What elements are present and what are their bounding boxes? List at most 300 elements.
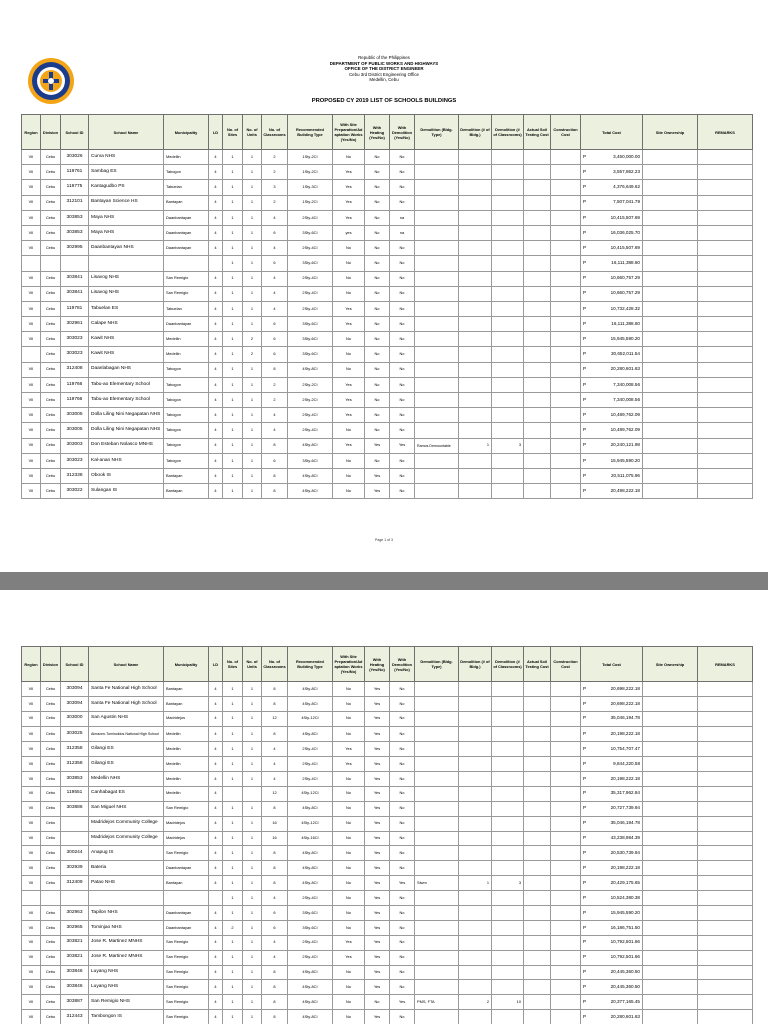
cell-demolition-type [415, 332, 459, 347]
cell-demolition: No [390, 726, 415, 742]
cell-division: Cebu [41, 861, 61, 876]
cell-site-ownership [643, 726, 698, 742]
cell-sites: 1 [223, 453, 243, 468]
column-header-total-cost: Total Cost [581, 115, 643, 150]
cell-soil-testing-cost [524, 210, 551, 225]
cell-sites: 1 [223, 165, 243, 180]
cell-soil-testing-cost [524, 423, 551, 438]
table-row [22, 408, 753, 423]
cell-construction-cost [551, 1010, 581, 1024]
cell-site-prep: No [333, 711, 365, 726]
cell-municipality: Medellin [164, 786, 209, 801]
cell-classrooms: 4 [262, 950, 288, 965]
cell-total-cost: P 10,415,507.69 [581, 241, 643, 256]
cell-demolition-classrooms [492, 831, 524, 846]
cell-building-type: 4Sty-12CI [288, 711, 333, 726]
cell-heating: Yes [365, 786, 390, 801]
cell-municipality: Daanbantayan [164, 861, 209, 876]
cell-construction-cost [551, 271, 581, 286]
cell-municipality: Tabuelan [164, 180, 209, 195]
cell-building-type: 3Sty-6CI [288, 347, 333, 362]
cell-demolition-bldg [459, 742, 492, 757]
column-header-region: Region [22, 115, 41, 150]
cell-heating: No [365, 286, 390, 301]
cell-school-name: San Agustin NHS [89, 711, 164, 726]
cell-remarks [698, 195, 753, 210]
cell-demolition: No [390, 1010, 415, 1024]
cell-units: 1 [243, 935, 262, 950]
cell-units: 1 [243, 876, 262, 891]
cell-municipality: San Remigio [164, 1010, 209, 1024]
cell-remarks [698, 682, 753, 697]
cell-demolition-classrooms [492, 180, 524, 195]
cell-school-name: Medellin NHS [89, 771, 164, 786]
cell-heating: Yes [365, 891, 390, 906]
cell-heating: Yes [365, 468, 390, 483]
cell-site-ownership [643, 210, 698, 225]
cell-remarks [698, 423, 753, 438]
cell-division [41, 256, 61, 271]
cell-school-name: Tabu-ao Elementary School [89, 377, 164, 392]
cell-region [22, 347, 41, 362]
cell-construction-cost [551, 347, 581, 362]
cell-total-cost: P 20,429,175.65 [581, 876, 643, 891]
table-row [22, 286, 753, 301]
cell-demolition: na [390, 225, 415, 240]
cell-site-prep: No [333, 891, 365, 906]
cell-ld: 4 [209, 876, 223, 891]
cell-total-cost: P 10,660,757.29 [581, 271, 643, 286]
cell-demolition-bldg [459, 408, 492, 423]
cell-demolition-bldg [459, 347, 492, 362]
column-header-soil-testing-cost: Actual Soil Testing Cost [524, 115, 551, 150]
cell-demolition-classrooms [492, 468, 524, 483]
cell-demolition-classrooms [492, 256, 524, 271]
cell-school-name: Dolla Liling Nini Negapatan NHS [89, 408, 164, 423]
cell-demolition-classrooms [492, 347, 524, 362]
cell-soil-testing-cost [524, 180, 551, 195]
cell-division: Cebu [41, 225, 61, 240]
cell-municipality: Medellin [164, 332, 209, 347]
cell-region: VII [22, 831, 41, 846]
cell-classrooms: 12 [262, 786, 288, 801]
cell-construction-cost [551, 393, 581, 408]
cell-classrooms: 8 [262, 801, 288, 816]
cell-division: Cebu [41, 332, 61, 347]
cell-division: Cebu [41, 950, 61, 965]
table-row [22, 711, 753, 726]
cell-demolition: No [390, 256, 415, 271]
cell-ld: 4 [209, 438, 223, 453]
cell-building-type: 2Sty-4CI [288, 935, 333, 950]
cell-sites: 1 [223, 711, 243, 726]
cell-school-id: 303025 [61, 726, 89, 742]
cell-site-ownership [643, 711, 698, 726]
cell-school-name: Daanlabagan NHS [89, 362, 164, 377]
cell-site-ownership [643, 165, 698, 180]
cell-soil-testing-cost [524, 362, 551, 377]
cell-site-ownership [643, 682, 698, 697]
table-row [22, 423, 753, 438]
cell-municipality: Tabogon [164, 393, 209, 408]
cell-soil-testing-cost [524, 682, 551, 697]
cell-units: 1 [243, 1010, 262, 1024]
cell-building-type: 4Sty-8CI [288, 696, 333, 711]
cell-building-type: 2Sty-4CI [288, 891, 333, 906]
column-header-demolition-type: Demolition (Bldg. Type) [415, 647, 459, 682]
cell-soil-testing-cost [524, 742, 551, 757]
cell-building-type: 4Sty-8CI [288, 1010, 333, 1024]
cell-sites: 2 [223, 920, 243, 935]
cell-units: 1 [243, 980, 262, 995]
document-page-2 [0, 590, 768, 1024]
cell-site-prep: No [333, 347, 365, 362]
cell-heating: Yes [365, 438, 390, 453]
cell-demolition-type [415, 816, 459, 831]
cell-units: 1 [243, 711, 262, 726]
cell-units: 1 [243, 861, 262, 876]
cell-units: 1 [243, 453, 262, 468]
cell-demolition-bldg [459, 831, 492, 846]
column-header-building-type: Recommended Building Type [288, 647, 333, 682]
cell-soil-testing-cost [524, 831, 551, 846]
cell-heating: Yes [365, 757, 390, 772]
cell-remarks [698, 438, 753, 453]
cell-school-name: Bateria [89, 861, 164, 876]
cell-school-id: 312443 [61, 1010, 89, 1024]
cell-total-cost: P 20,280,601.63 [581, 362, 643, 377]
column-header-municipality: Municipality [164, 647, 209, 682]
cell-classrooms: 4 [262, 271, 288, 286]
cell-site-ownership [643, 271, 698, 286]
cell-school-id: 119766 [61, 393, 89, 408]
cell-demolition-classrooms [492, 682, 524, 697]
cell-region: VII [22, 180, 41, 195]
cell-school-name: Calape NHS [89, 317, 164, 332]
cell-building-type: 3Sty-6CI [288, 317, 333, 332]
cell-construction-cost [551, 484, 581, 499]
cell-total-cost: P 16,111,388.60 [581, 256, 643, 271]
cell-school-name: Gilangi ES [89, 757, 164, 772]
cell-region: VII [22, 995, 41, 1010]
cell-remarks [698, 757, 753, 772]
cell-division: Cebu [41, 438, 61, 453]
cell-region: VII [22, 301, 41, 316]
cell-demolition-bldg [459, 726, 492, 742]
cell-soil-testing-cost [524, 301, 551, 316]
cell-school-name: Tambongon IS [89, 1010, 164, 1024]
cell-municipality: Medellin [164, 150, 209, 165]
cell-demolition: No [390, 377, 415, 392]
cell-ld: 4 [209, 195, 223, 210]
cell-demolition-bldg [459, 180, 492, 195]
cell-sites [223, 786, 243, 801]
cell-remarks [698, 165, 753, 180]
cell-remarks [698, 801, 753, 816]
cell-construction-cost [551, 876, 581, 891]
cell-municipality: Tabogon [164, 362, 209, 377]
cell-demolition-classrooms [492, 965, 524, 980]
cell-construction-cost [551, 225, 581, 240]
cell-school-id: 303846 [61, 980, 89, 995]
column-header-classrooms: No. of Classrooms [262, 115, 288, 150]
cell-construction-cost [551, 831, 581, 846]
cell-sites: 1 [223, 1010, 243, 1024]
cell-classrooms: 8 [262, 438, 288, 453]
cell-classrooms: 6 [262, 453, 288, 468]
cell-total-cost: P 35,046,194.78 [581, 711, 643, 726]
cell-school-name: Madridejos Community College [89, 816, 164, 831]
column-header-classrooms: No. of Classrooms [262, 647, 288, 682]
cell-ld: 4 [209, 210, 223, 225]
cell-building-type: 2Sty-4CI [288, 210, 333, 225]
cell-site-ownership [643, 1010, 698, 1024]
column-header-region: Region [22, 647, 41, 682]
cell-ld: 4 [209, 742, 223, 757]
cell-demolition-classrooms [492, 801, 524, 816]
cell-demolition-bldg [459, 891, 492, 906]
cell-site-prep: No [333, 905, 365, 920]
cell-ld: 4 [209, 726, 223, 742]
cell-demolition-bldg [459, 301, 492, 316]
cell-building-type: 1Sty-2CI [288, 165, 333, 180]
cell-division: Cebu [41, 696, 61, 711]
cell-heating: No [365, 377, 390, 392]
cell-demolition: No [390, 393, 415, 408]
cell-demolition-classrooms [492, 453, 524, 468]
cell-site-prep: No [333, 876, 365, 891]
cell-school-id: 312409 [61, 876, 89, 891]
cell-demolition-bldg [459, 965, 492, 980]
cell-ld: 4 [209, 377, 223, 392]
cell-sites: 1 [223, 210, 243, 225]
cell-demolition-type [415, 771, 459, 786]
cell-sites: 1 [223, 696, 243, 711]
cell-heating: Yes [365, 696, 390, 711]
cell-remarks [698, 271, 753, 286]
cell-ld [209, 256, 223, 271]
cell-classrooms: 2 [262, 393, 288, 408]
cell-site-prep: No [333, 468, 365, 483]
cell-site-ownership [643, 377, 698, 392]
cell-municipality: Madridejos [164, 816, 209, 831]
cell-remarks [698, 468, 753, 483]
cell-demolition-type: Stwm [415, 876, 459, 891]
cell-site-prep: Yes [333, 317, 365, 332]
cell-site-prep: Yes [333, 180, 365, 195]
cell-demolition-bldg [459, 453, 492, 468]
cell-site-ownership [643, 876, 698, 891]
cell-demolition-classrooms [492, 891, 524, 906]
cell-building-type: 1Sty-3CI [288, 180, 333, 195]
cell-demolition: No [390, 905, 415, 920]
cell-units: 1 [243, 301, 262, 316]
cell-site-ownership [643, 150, 698, 165]
cell-total-cost: P 7,507,041.79 [581, 195, 643, 210]
cell-demolition-classrooms [492, 210, 524, 225]
cell-total-cost: P 16,036,025.70 [581, 225, 643, 240]
cell-demolition-classrooms [492, 846, 524, 861]
cell-demolition-type [415, 965, 459, 980]
cell-units: 1 [243, 742, 262, 757]
cell-remarks [698, 891, 753, 906]
cell-classrooms: 12 [262, 711, 288, 726]
column-header-building-type: Recommended Building Type [288, 115, 333, 150]
cell-site-prep: No [333, 1010, 365, 1024]
cell-municipality: Bantayan [164, 696, 209, 711]
cell-demolition-bldg: 1 [459, 876, 492, 891]
column-header-school-name: School Name [89, 647, 164, 682]
cell-site-prep: No [333, 786, 365, 801]
cell-total-cost: P 10,489,762.09 [581, 423, 643, 438]
cell-remarks [698, 286, 753, 301]
cell-remarks [698, 995, 753, 1010]
table-row [22, 905, 753, 920]
cell-demolition: No [390, 301, 415, 316]
table-row [22, 225, 753, 240]
cell-total-cost: P 16,111,388.60 [581, 317, 643, 332]
cell-soil-testing-cost [524, 408, 551, 423]
cell-soil-testing-cost [524, 711, 551, 726]
cell-division: Cebu [41, 846, 61, 861]
cell-units: 1 [243, 726, 262, 742]
cell-demolition-classrooms [492, 711, 524, 726]
cell-site-prep: Yes [333, 935, 365, 950]
cell-region: VII [22, 377, 41, 392]
cell-units: 1 [243, 362, 262, 377]
cell-total-cost: P 9,844,220.58 [581, 757, 643, 772]
cell-soil-testing-cost [524, 905, 551, 920]
cell-school-id: 303094 [61, 696, 89, 711]
cell-demolition: No [390, 846, 415, 861]
cell-units: 1 [243, 950, 262, 965]
cell-building-type: 4Sty-8CI [288, 980, 333, 995]
cell-school-name: Maya NHS [89, 225, 164, 240]
cell-ld: 4 [209, 468, 223, 483]
cell-heating: No [365, 165, 390, 180]
cell-classrooms: 4 [262, 757, 288, 772]
cell-units: 1 [243, 682, 262, 697]
cell-school-name: Madridejos Community College [89, 831, 164, 846]
cell-demolition: No [390, 816, 415, 831]
cell-classrooms: 4 [262, 210, 288, 225]
cell-demolition-bldg [459, 935, 492, 950]
cell-region: VII [22, 438, 41, 453]
cell-demolition-type [415, 165, 459, 180]
cell-demolition-classrooms [492, 861, 524, 876]
cell-site-ownership [643, 408, 698, 423]
cell-building-type: 4Sty-8CI [288, 801, 333, 816]
cell-units: 1 [243, 241, 262, 256]
cell-heating: Yes [365, 771, 390, 786]
cell-construction-cost [551, 891, 581, 906]
cell-heating: No [365, 150, 390, 165]
cell-division: Cebu [41, 408, 61, 423]
cell-remarks [698, 950, 753, 965]
cell-remarks [698, 301, 753, 316]
column-header-ld: LD [209, 115, 223, 150]
cell-demolition-classrooms [492, 301, 524, 316]
cell-heating: Yes [365, 1010, 390, 1024]
column-header-site-ownership: Site Ownership [643, 115, 698, 150]
cell-demolition-type [415, 861, 459, 876]
cell-units: 1 [243, 210, 262, 225]
cell-total-cost: P 20,280,601.63 [581, 1010, 643, 1024]
cell-classrooms: 6 [262, 332, 288, 347]
cell-municipality: San Remigio [164, 286, 209, 301]
cell-building-type: 4Sty-8CI [288, 846, 333, 861]
cell-division: Cebu [41, 831, 61, 846]
cell-demolition: No [390, 682, 415, 697]
cell-soil-testing-cost [524, 995, 551, 1010]
cell-demolition: No [390, 861, 415, 876]
column-header-soil-testing-cost: Actual Soil Testing Cost [524, 647, 551, 682]
cell-demolition-type [415, 256, 459, 271]
cell-demolition-type [415, 757, 459, 772]
column-header-construction-cost: Construction Cost [551, 647, 581, 682]
cell-demolition: No [390, 362, 415, 377]
cell-demolition-type [415, 210, 459, 225]
cell-demolition-type [415, 905, 459, 920]
cell-demolition-classrooms [492, 271, 524, 286]
cell-site-ownership [643, 935, 698, 950]
cell-region: VII [22, 271, 41, 286]
cell-building-type: 4Sty-8CI [288, 726, 333, 742]
cell-sites: 1 [223, 682, 243, 697]
cell-ld: 4 [209, 165, 223, 180]
column-header-remarks: REMARKS [698, 115, 753, 150]
cell-demolition-bldg [459, 393, 492, 408]
cell-construction-cost [551, 165, 581, 180]
cell-region: VII [22, 816, 41, 831]
cell-total-cost: P 10,415,507.69 [581, 210, 643, 225]
cell-school-id: 119775 [61, 180, 89, 195]
cell-sites: 1 [223, 995, 243, 1010]
cell-classrooms: 8 [262, 965, 288, 980]
cell-units: 1 [243, 271, 262, 286]
cell-site-prep: No [333, 995, 365, 1010]
table-row [22, 484, 753, 499]
cell-demolition-type [415, 980, 459, 995]
cell-construction-cost [551, 920, 581, 935]
cell-soil-testing-cost [524, 891, 551, 906]
table-row [22, 726, 753, 742]
cell-units: 1 [243, 771, 262, 786]
column-header-school-name: School Name [89, 115, 164, 150]
cell-heating: Yes [365, 920, 390, 935]
cell-soil-testing-cost [524, 757, 551, 772]
schools-table [21, 114, 753, 499]
cell-division: Cebu [41, 711, 61, 726]
column-header-school-id: School ID [61, 115, 89, 150]
cell-building-type: 4Sty-8CI [288, 876, 333, 891]
cell-school-id: 119761 [61, 165, 89, 180]
cell-soil-testing-cost [524, 271, 551, 286]
cell-municipality: Tabuelan [164, 301, 209, 316]
cell-units: 1 [243, 891, 262, 906]
cell-heating: Yes [365, 965, 390, 980]
cell-construction-cost [551, 696, 581, 711]
cell-construction-cost [551, 301, 581, 316]
column-header-division: Division [41, 647, 61, 682]
cell-sites: 1 [223, 286, 243, 301]
cell-demolition-bldg [459, 468, 492, 483]
cell-demolition-classrooms [492, 332, 524, 347]
cell-ld: 4 [209, 711, 223, 726]
cell-construction-cost [551, 682, 581, 697]
cell-ld: 4 [209, 995, 223, 1010]
cell-remarks [698, 876, 753, 891]
